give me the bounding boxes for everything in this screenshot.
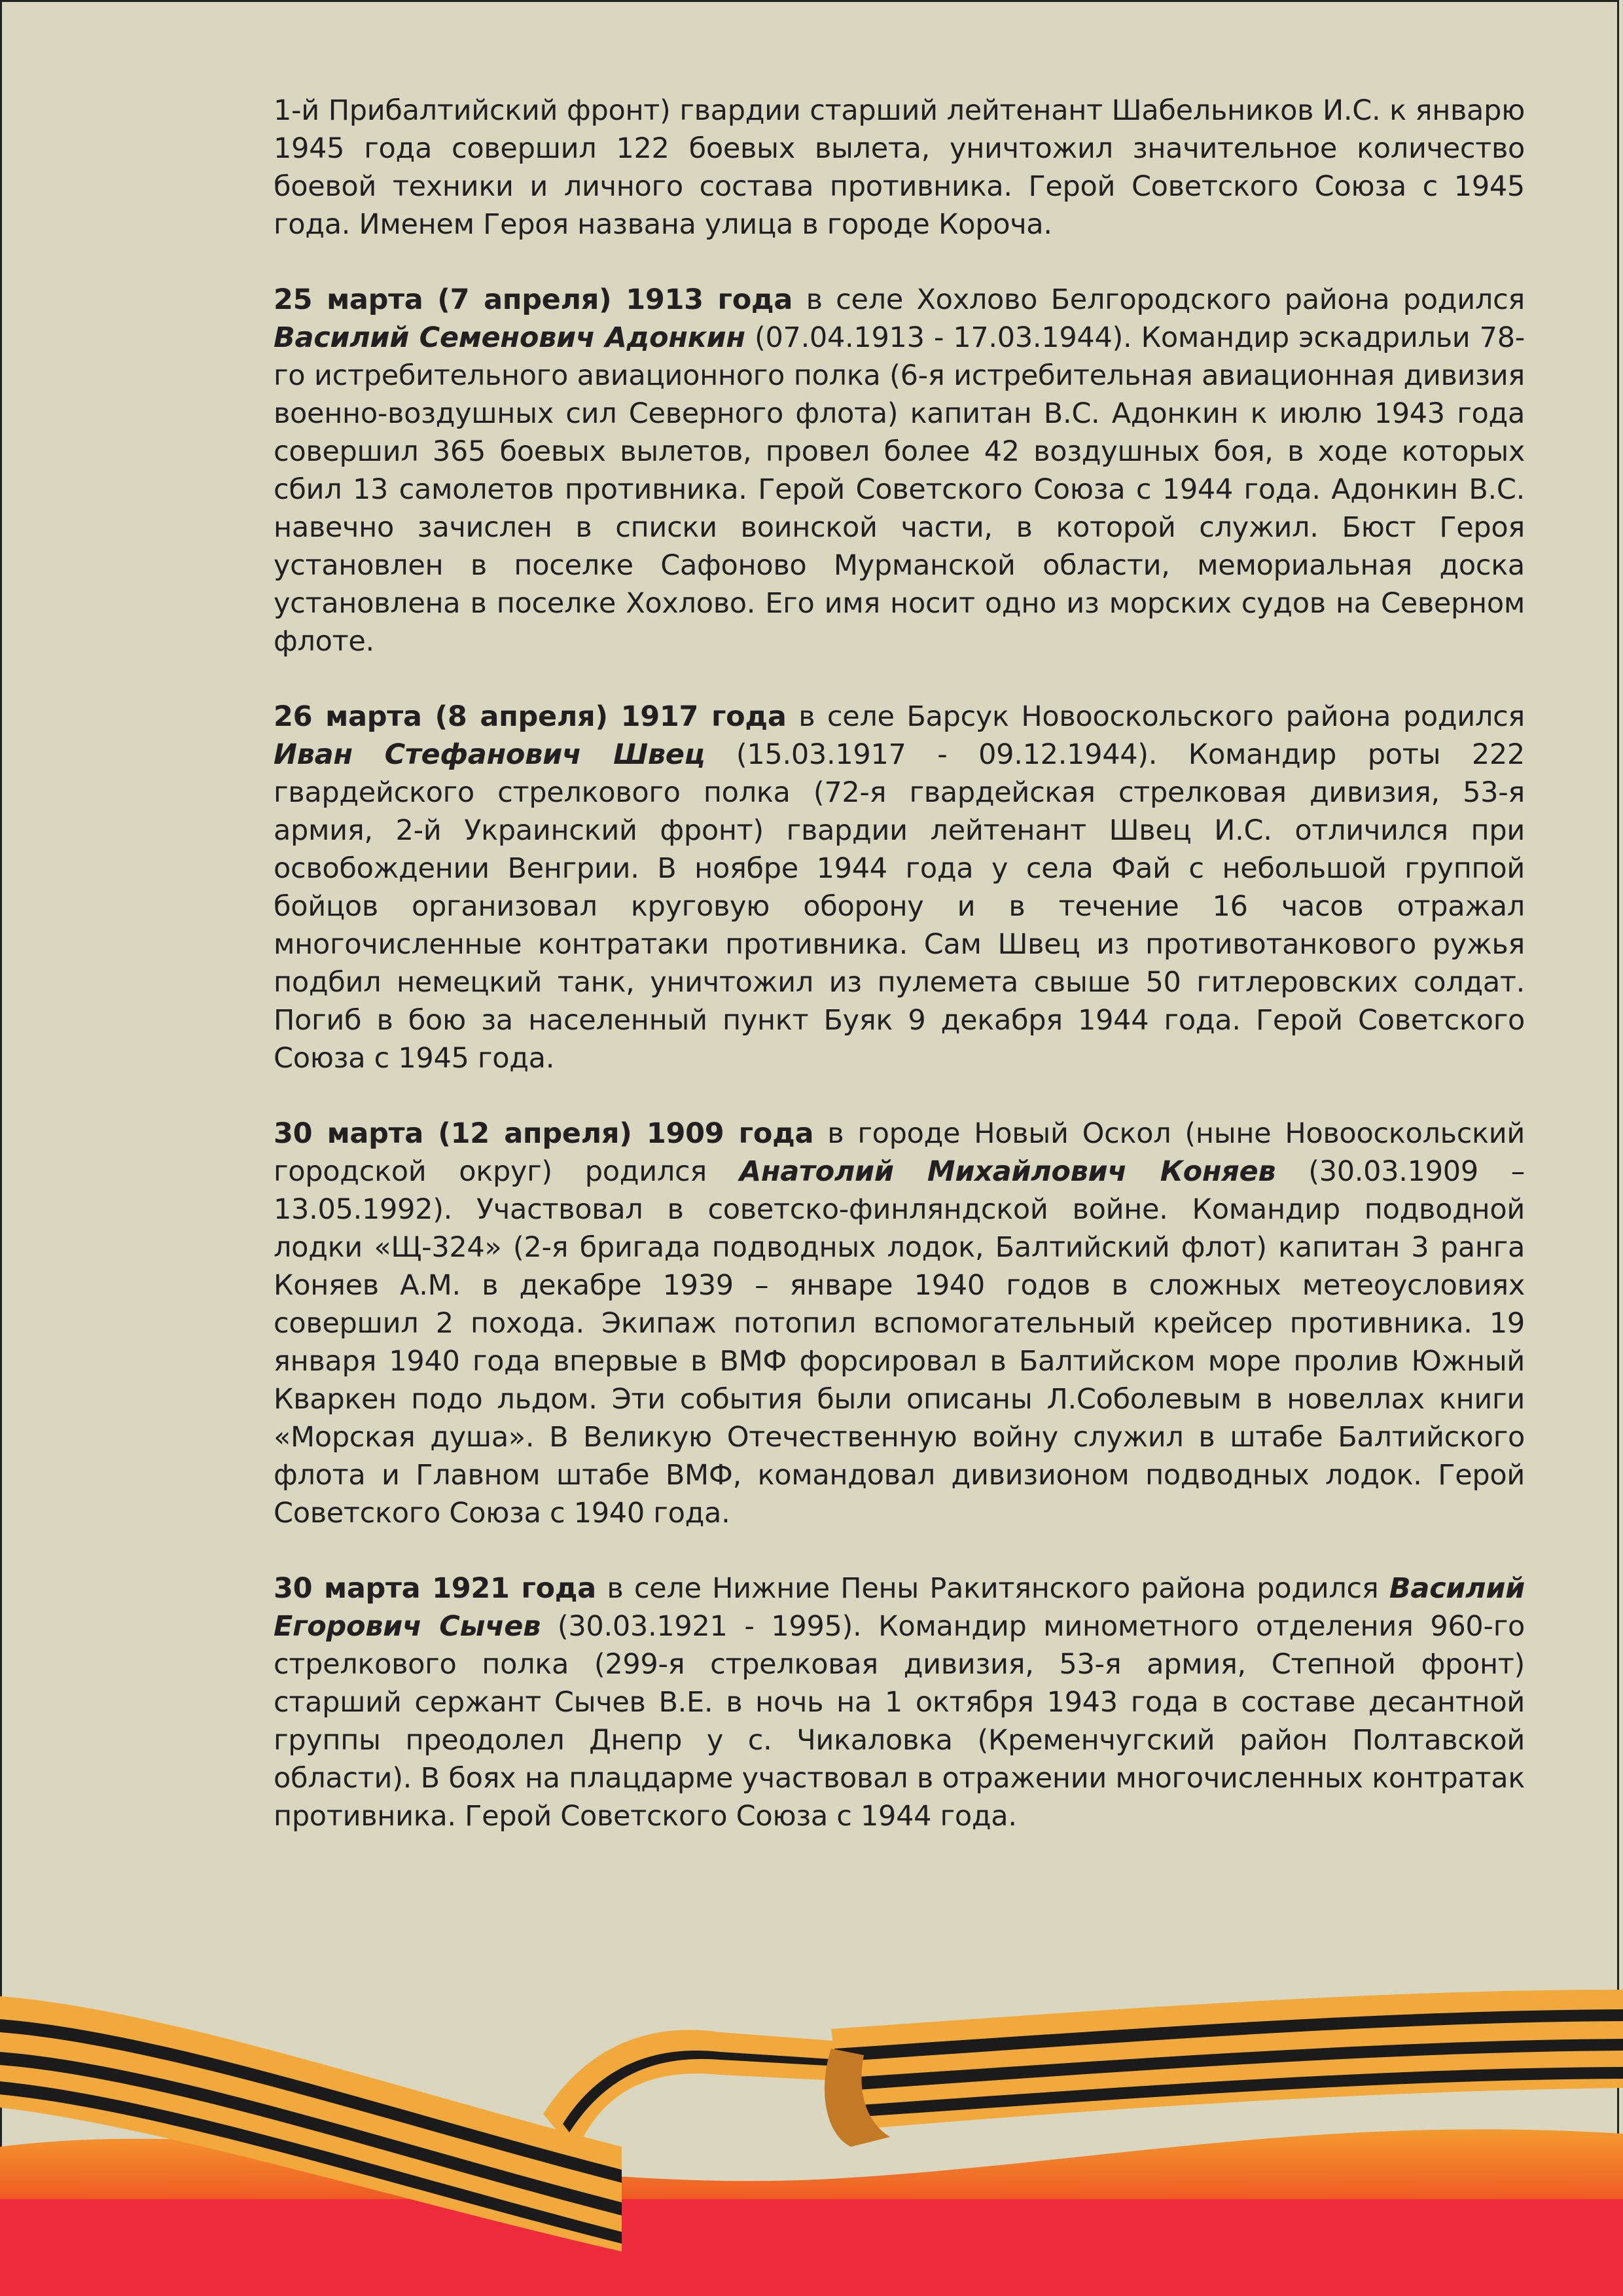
hero-name: Анатолий Михайлович Коняев (739, 1155, 1276, 1188)
paragraph-text-before: в селе Хохлово Белгородского района родился (793, 283, 1525, 316)
paragraph-date: 30 марта 1921 года (274, 1572, 596, 1605)
hero-name: Василий Егорович Сычев (274, 1572, 1525, 1643)
ribbon-right-segment (831, 1990, 1623, 2130)
paragraph-text-after: (30.03.1921 - 1995). Командир минометного отделения 960-го стрелкового полка (299-я стрелковая дивизия, 53-я армия, Степной фронт) старший сержант Сычев В.Е. в ночь на 1 октября 1943 года в составе десантной группы преодолел Днепр у с. Чикаловка (Кременчугский район Полтавской области). В боях на плацдарме участвовал в отражении многочисленных контратак противника. Герой Советского Союза с 1944 года. (274, 1610, 1525, 1833)
hero-name: Василий Семенович Адонкин (274, 321, 745, 354)
paragraph-konyaev (274, 1115, 1525, 1532)
paragraph-text-before: в селе Нижние Пены Ракитянского района родился (596, 1572, 1389, 1605)
st-george-ribbon-decoration (0, 1983, 1623, 2296)
st-george-ribbon-graphic (0, 1983, 1623, 2296)
document-body (274, 92, 1525, 1873)
paragraph-text-after: 1-й Прибалтийский фронт) гвардии старший лейтенант Шабельников И.С. к январю 1945 года совершил 122 боевых вылета, уничтожил значительное количество боевой техники и личного состава противника. Герой Советского Союза с 1945 года. Именем Героя названа улица в городе Короча. (274, 94, 1525, 241)
paragraph-date: 25 марта (7 апреля) 1913 года (274, 283, 793, 316)
paragraph-date: 26 марта (8 апреля) 1917 года (274, 700, 787, 733)
hero-name: Иван Стефанович Швец (274, 738, 705, 771)
paragraph-sychev (274, 1570, 1525, 1835)
ribbon-fold-segment (543, 2030, 851, 2153)
paragraph-text-after: (07.04.1913 - 17.03.1944). Командир эскадрильи 78-го истребительного авиационного полка (6-я истребительная авиационная дивизия военно-воздушных сил Северного флота) капитан В.С. Адонкин к июлю 1943 года совершил 365 боевых вылетов, провел более 42 воздушных боя, в ходе которых сбил 13 самолетов противника. Герой Советского Союза с 1944 года. Адонкин В.С. навечно зачислен в списки воинской части, в которой служил. Бюст Героя установлен в поселке Сафоново Мурманской области, мемориальная доска установлена в поселке Хохлово. Его имя носит одно из морских судов на Северном флоте. (274, 321, 1525, 658)
paragraph-text-before: в селе Барсук Новооскольского района родился (786, 700, 1525, 733)
paragraph-text-after: (15.03.1917 - 09.12.1944). Командир роты 222 гвардейского стрелкового полка (72-я гвардейская стрелковая дивизия, 53-я армия, 2-й Украинский фронт) гвардии лейтенант Швец И.С. отличился при освобождении Венгрии. В ноябре 1944 года у села Фай с небольшой группой бойцов организовал круговую оборону и в течение 16 часов отражал многочисленные контратаки противника. Сам Швец из противотанкового ружья подбил немецкий танк, уничтожил из пулемета свыше 50 гитлеровских солдат. Погиб в бою за населенный пункт Буяк 9 декабря 1944 года. Герой Советского Союза с 1945 года. (274, 738, 1525, 1075)
paragraph-adonkin (274, 281, 1525, 660)
paragraph-shabelnikov (274, 92, 1525, 243)
red-bottom-band (0, 2199, 1623, 2296)
paragraph-date: 30 марта (12 апреля) 1909 года (274, 1117, 814, 1150)
paragraph-text-after: (30.03.1909 – 13.05.1992). Участвовал в советско-финляндской войне. Командир подводной лодки «Щ-324» (2-я бригада подводных лодок, Балтийский флот) капитан 3 ранга Коняев А.М. в декабре 1939 – январе 1940 годов в сложных метеоусловиях совершил 2 похода. Экипаж потопил вспомогательный крейсер противника. 19 января 1940 года впервые в ВМФ форсировал в Балтийском море пролив Южный Кваркен подо льдом. Эти события были описаны Л.Соболевым в новеллах книги «Морская душа». В Великую Отечественную войну служил в штабе Балтийского флота и Главном штабе ВМФ, командовал дивизионом подводных лодок. Герой Советского Союза с 1940 года. (274, 1155, 1525, 1530)
paragraph-text-before: в городе Новый Оскол (ныне Новооскольский городской округ) родился (274, 1117, 1525, 1188)
paragraph-shvets (274, 698, 1525, 1077)
